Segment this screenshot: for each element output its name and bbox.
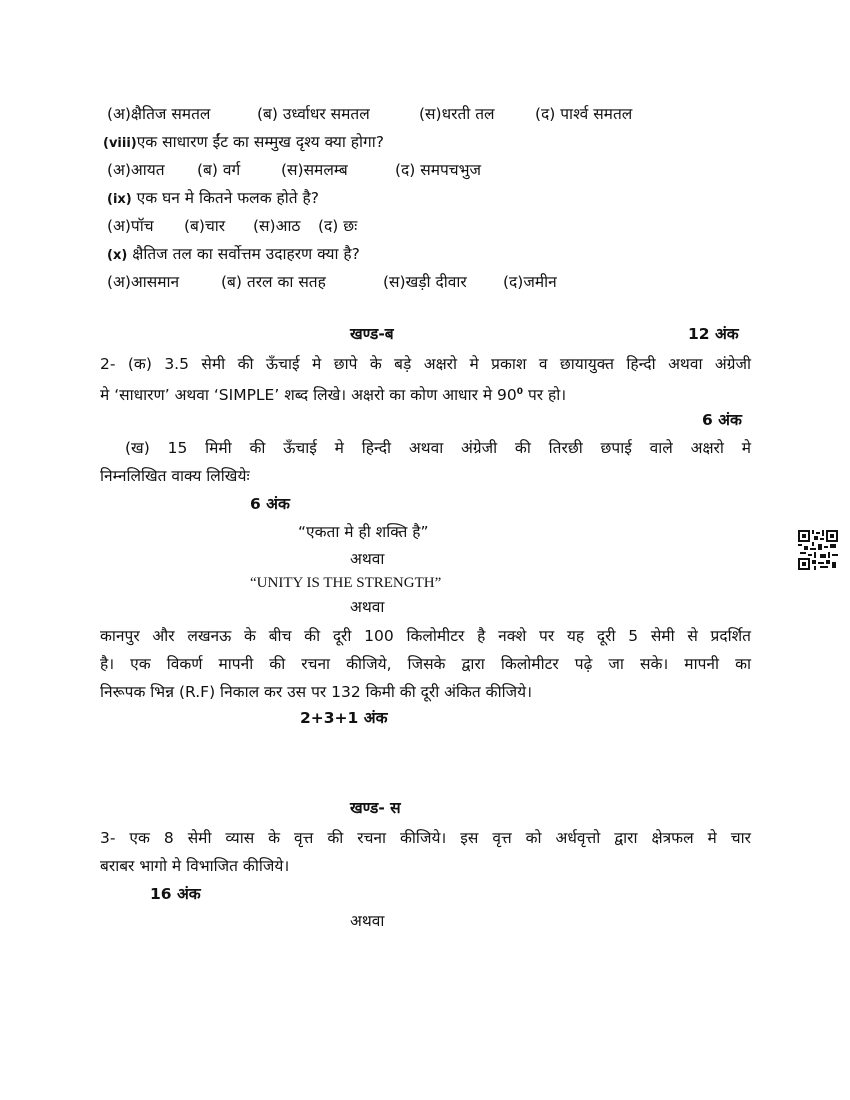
degree-superscript: 0 <box>516 387 524 397</box>
q10-option-d: (द)जमीन <box>503 273 557 291</box>
or-text-1: अथवा <box>350 550 385 568</box>
q2a-line-2-end: पर हो। <box>523 386 567 405</box>
q2a-line-2-text: मे ‘साधारण’ अथवा ‘SIMPLE’ शब्द लिखे। अक्षरो का कोण आधार मे 90 <box>100 386 517 405</box>
q9-option-d: (द) छः <box>318 217 358 235</box>
q8-text: एक साधारण ईंट का सम्मुख दृश्य क्या होगा? <box>136 133 385 151</box>
alt-question-line-3: निरूपक भिन्न (R.F) निकाल कर उस पर 132 किमी की दूरी अंकित कीजिये। <box>100 683 532 701</box>
q7-option-a: (अ)क्षैतिज समतल <box>107 105 211 123</box>
q10-option-a: (अ)आसमान <box>107 273 180 291</box>
question-9 <box>107 188 319 210</box>
or-text-2: अथवा <box>350 598 385 616</box>
q9-option-a: (अ)पॉच <box>107 217 154 235</box>
question-10 <box>107 244 360 266</box>
or-text-3: अथवा <box>350 912 385 930</box>
q2a-line-2 <box>100 382 566 405</box>
q8-option-b: (ब) वर्ग <box>197 161 241 179</box>
q10-option-c: (स)खड़ी दीवार <box>383 273 467 291</box>
qr-code <box>798 530 838 570</box>
alt-question-line-2: है। एक विकर्ण मापनी की रचना कीजिये, जिसके द्वारा किलोमीटर पढ़े जा सके। मापनी का <box>100 655 751 673</box>
q9-number: (ix) <box>107 192 132 207</box>
q9-option-c: (स)आठ <box>253 217 301 235</box>
sentence-english: “UNITY IS THE STRENGTH” <box>250 575 442 591</box>
q10-options <box>107 272 557 292</box>
q2a-marks: 6 अंक <box>702 411 742 429</box>
q9-text: एक घन मे कितने फलक होते है? <box>131 189 319 207</box>
sentence-hindi: “एकता मे ही शक्ति है” <box>298 523 429 541</box>
q2b-line-2: निम्नलिखित वाक्य लिखियेः <box>100 467 250 485</box>
alt-question-line-1: कानपुर और लखनऊ के बीच की दूरी 100 किलोमीटर है नक्शे पर यह दूरी 5 सेमी से प्रदर्शित <box>100 627 751 645</box>
q7-options <box>107 104 632 124</box>
q3-line-2: बराबर भागो मे विभाजित कीजिये। <box>100 857 290 875</box>
q3-line-1: 3- एक 8 सेमी व्यास के वृत्त की रचना कीजिये। इस वृत्त को अर्धवृत्तो द्वारा क्षेत्रफल मे चार <box>100 829 751 847</box>
q10-option-b: (ब) तरल का सतह <box>221 273 326 291</box>
q2a-line-1: 2- (क) 3.5 सेमी की ऊँचाई मे छापे के बड़े अक्षरो मे प्रकाश व छायायुक्त हिन्दी अथवा अंग्रेजी <box>100 355 751 373</box>
section-c-heading: खण्ड- स <box>350 799 401 817</box>
q8-option-d: (द) समपचभुज <box>395 161 482 179</box>
question-8 <box>103 132 384 154</box>
q10-text: क्षैतिज तल का सर्वोत्तम उदाहरण क्या है? <box>127 245 360 263</box>
q7-option-c: (स)धरती तल <box>419 105 495 123</box>
q9-options <box>107 216 357 236</box>
q10-number: (x) <box>107 248 128 263</box>
q7-option-b: (ब) उर्ध्वाधर समतल <box>257 105 370 123</box>
q8-number: (viii) <box>103 136 137 151</box>
q8-options <box>107 160 481 180</box>
q7-option-d: (द) पार्श्व समतल <box>535 105 633 123</box>
q8-option-a: (अ)आयत <box>107 161 165 179</box>
alt-question-marks: 2+3+1 अंक <box>300 709 388 727</box>
q2b-line-1: (ख) 15 मिमी की ऊँचाई मे हिन्दी अथवा अंग्रेजी की तिरछी छपाई वाले अक्षरो मे <box>125 439 751 457</box>
section-b-heading: खण्ड-ब <box>350 325 394 343</box>
q3-marks: 16 अंक <box>150 885 201 903</box>
section-b-marks: 12 अंक <box>688 325 739 343</box>
q8-option-c: (स)समलम्ब <box>281 161 348 179</box>
q2b-marks: 6 अंक <box>250 495 290 513</box>
q9-option-b: (ब)चार <box>184 217 226 235</box>
